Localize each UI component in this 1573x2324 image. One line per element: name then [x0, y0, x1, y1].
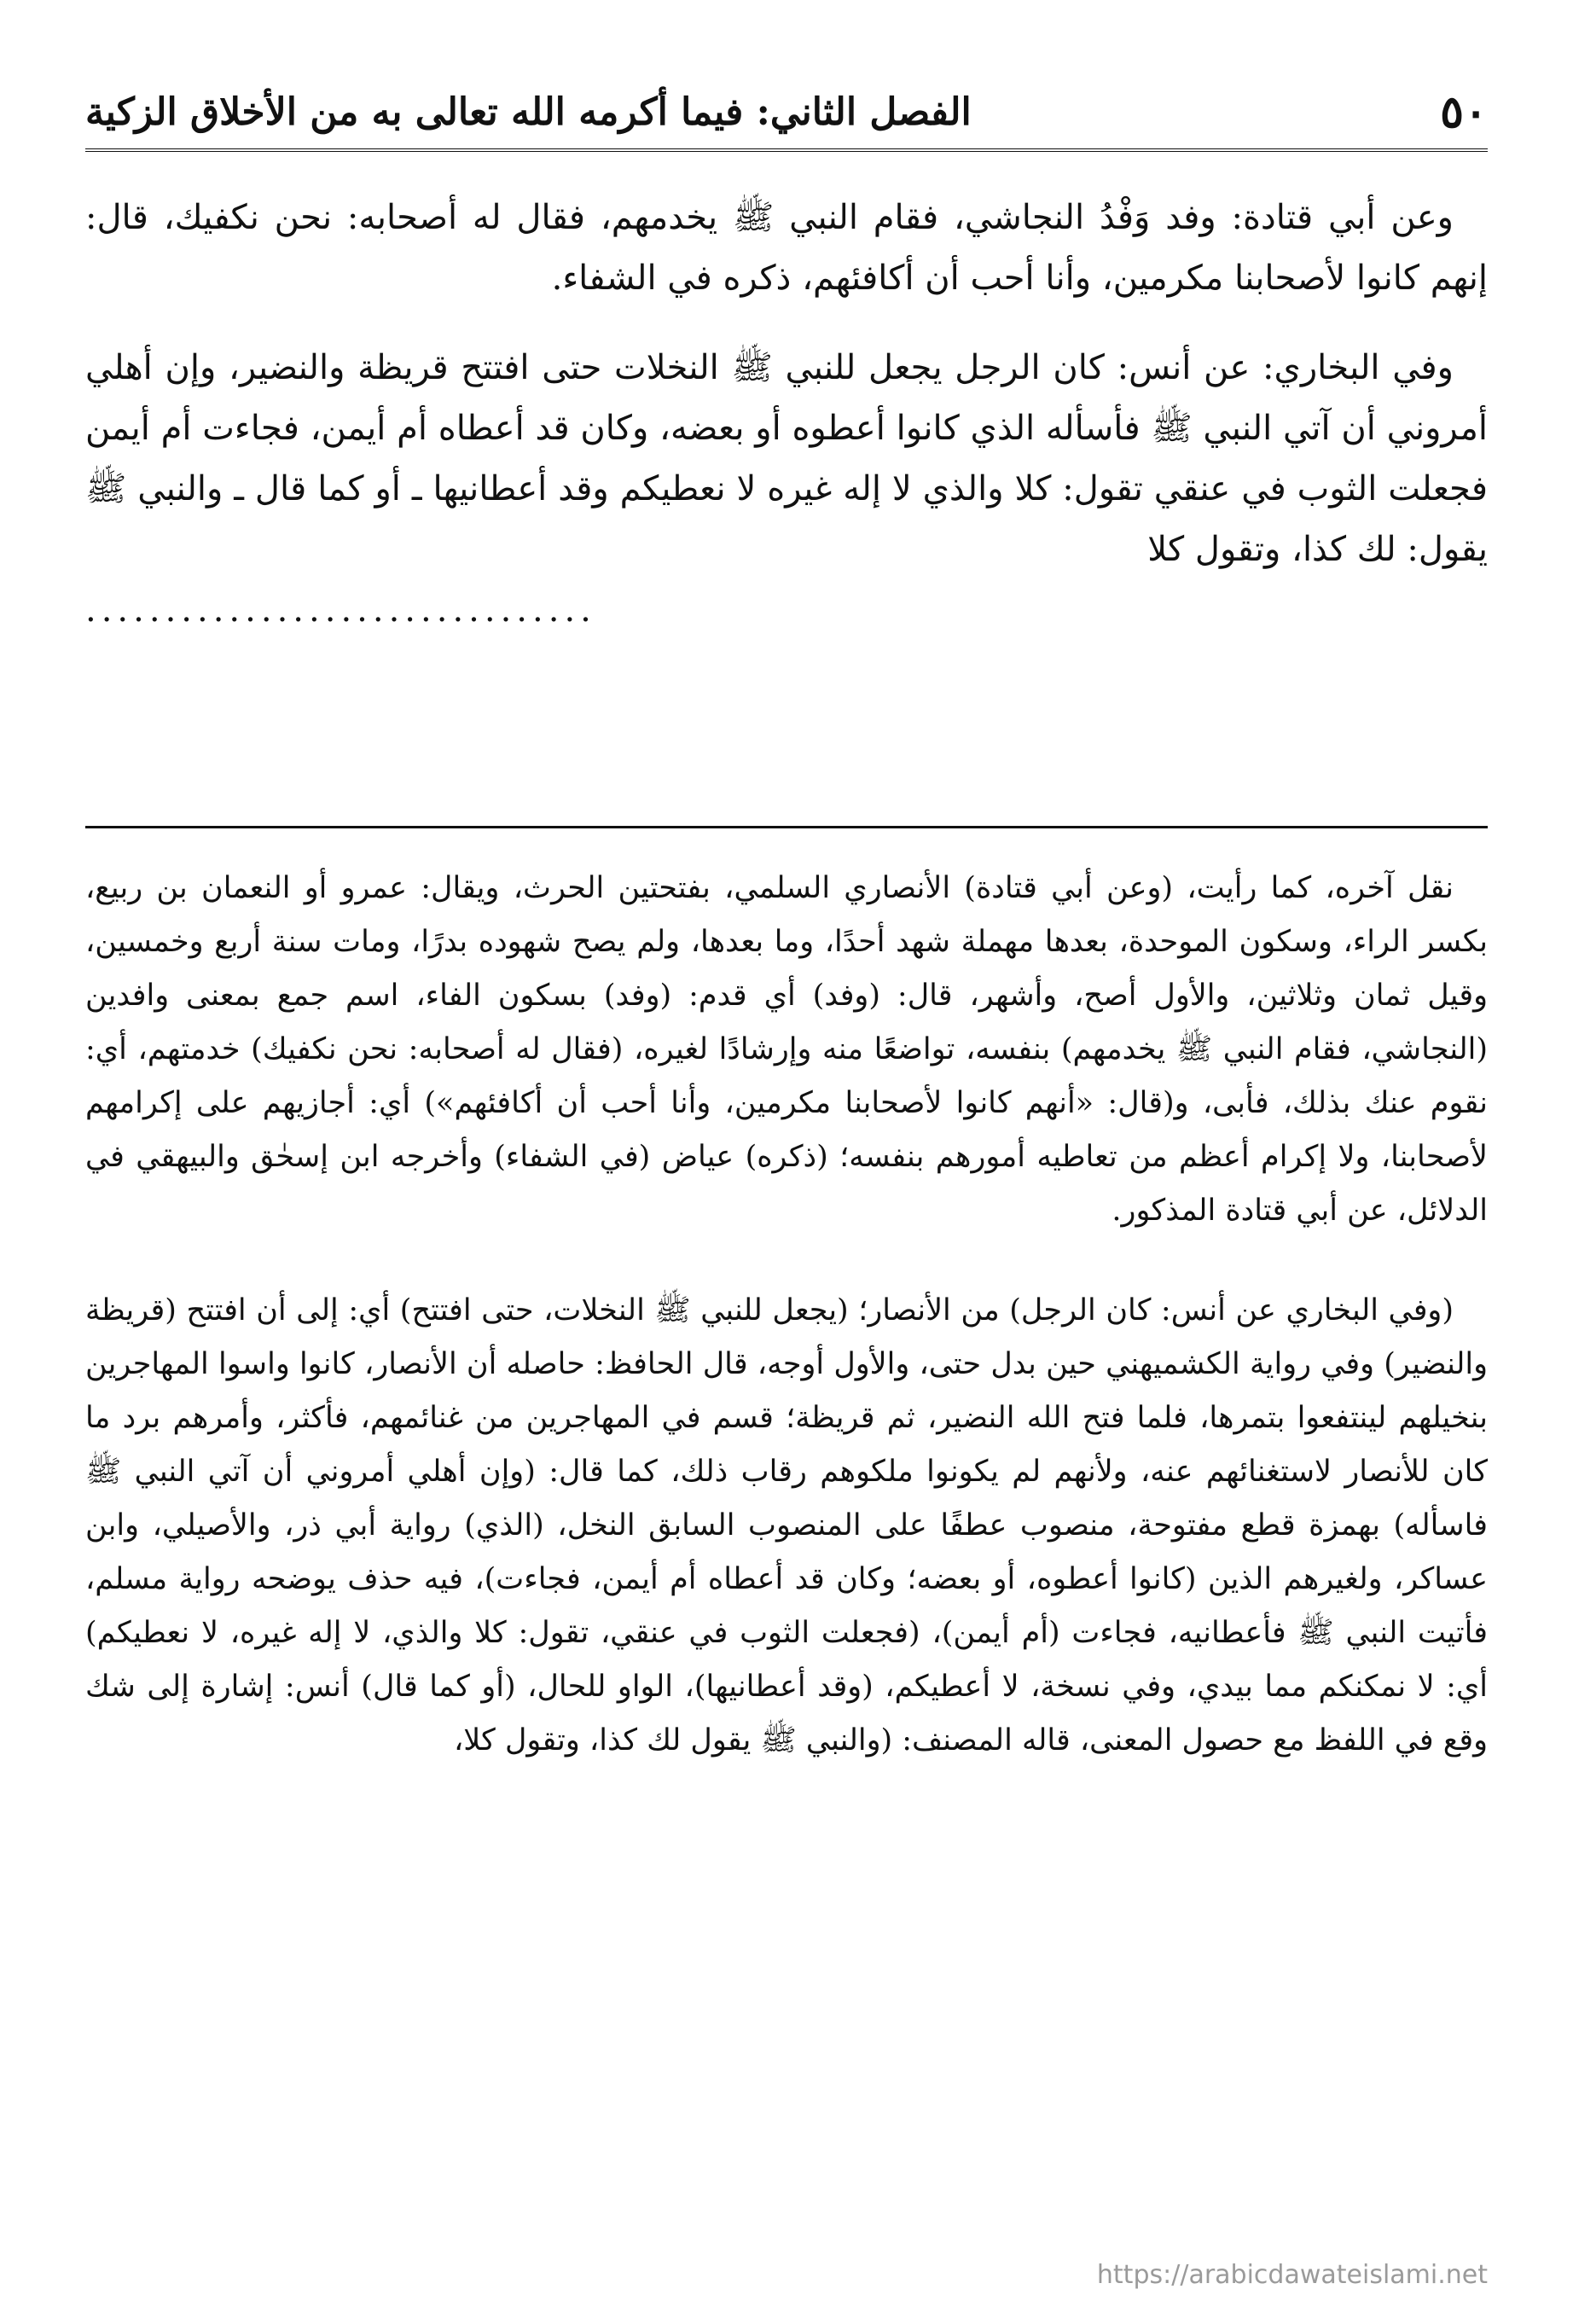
main-text-paragraph: [85, 338, 1488, 641]
divider-line: [85, 826, 1488, 828]
page-header: [85, 75, 1488, 152]
commentary-paragraph: نقل آخره، كما رأيت، (وعن أبي قتادة) الأنصاري السلمي، بفتحتين الحرث، ويقال: عمرو أو النعمان بن ربيع، بكسر الراء، وسكون الموحدة، بعدها مهملة شهد أحدًا، وما بعدها، ولم يصح شهوده بدرًا، ومات سنة أربع وخمسين، وقيل ثمان وثلاثين، والأول أصح، وأشهر، قال: (وفد) أي قدم: (وفد) بسكون الفاء، اسم جمع بمعنى وافدين (النجاشي، فقام النبي ﷺ يخدمهم) بنفسه، تواضعًا منه وإرشادًا لغيره، (فقال له أصحابه: نحن نكفيك) خدمتهم، أي: نقوم عنك بذلك، فأبى، و(قال: «أنهم كانوا لأصحابنا مكرمين، وأنا أحب أن أكافئهم») أي: أجازيهم على إكرامهم لأصحابنا، ولا إكرام أعظم من تعاطيه أمورهم بنفسه؛ (ذكره) عياض (في الشفاء) وأخرجه ابن إسحٰق والبيهقي في الدلائل، عن أبي قتادة المذكور.: [85, 871, 1488, 1228]
commentary-paragraph: (وفي البخاري عن أنس: كان الرجل) من الأنصار؛ (يجعل للنبي ﷺ النخلات، حتى افتتح) أي: إلى أن افتتح (قريظة والنضير) وفي رواية الكشميهني حين بدل حتى، والأول أوجه، قال الحافظ: حاصله أن الأنصار، كانوا واسوا المهاجرين بنخيلهم لينتفعوا بتمرها، فلما فتح الله النضير، ثم قريظة؛ قسم في المهاجرين من غنائمهم، فأكثر، وأمرهم برد ما كان للأنصار لاستغنائهم عنه، ولأنهم لم يكونوا ملكوهم رقاب ذلك، كما قال: (وإن أهلي أمروني أن آتي النبي ﷺ فاسأله) بهمزة قطع مفتوحة، منصوب عطفًا على المنصوب السابق النخل، (الذي) رواية أبي ذر، والأصيلي، وابن عساكر، ولغيرهم الذين (كانوا أعطوه، أو بعضه؛ وكان قد أعطاه أم أيمن، فجاءت)، فيه حذف يوضحه رواية مسلم، فأتيت النبي ﷺ فأعطانيه، فجاءت (أم أيمن)، (فجعلت الثوب في عنقي، تقول: كلا والذي، لا إله غيره، لا نعطيكم) أي: لا نمكنكم مما بيدي، وفي نسخة، لا أعطيكم، (وقد أعطانيها)، الواو للحال، (أو كما قال) أنس: إشارة إلى شك وقع في اللفظ مع حصول المعنى، قاله المصنف: (والنبي ﷺ يقول لك كذا، وتقول كلا،: [85, 1293, 1488, 1758]
commentary-text: [85, 862, 1488, 1814]
main-text: [85, 188, 1488, 670]
main-text-paragraph-body: وفي البخاري: عن أنس: كان الرجل يجعل للنبي ﷺ النخلات حتى افتتح قريظة والنضير، وإن أهلي أمروني أن آتي النبي ﷺ فأسأله الذي كانوا أعطوه أو بعضه، وكان قد أعطاه أم أيمن، فجاءت أم أيمن فجعلت الثوب في عنقي تقول: كلا والذي لا إله غيره لا نعطيكم وقد أعطانيها ـ أو كما قال ـ والنبي ﷺ يقول: لك كذا، وتقول كلا: [85, 348, 1488, 569]
continuation-dots: ................................: [85, 590, 596, 630]
main-text-paragraph: وعن أبي قتادة: وفد وَفْدُ النجاشي، فقام النبي ﷺ يخدمهم، فقال له أصحابه: نحن نكفيك، قال: إنهم كانوا لأصحابنا مكرمين، وأنا أحب أن أكافئهم، ذكره في الشفاء.: [85, 198, 1488, 298]
page-number: ٥٠: [1440, 85, 1488, 138]
watermark-url: https://arabicdawateislami.net: [1096, 2260, 1488, 2290]
running-title: الفصل الثاني: فيما أكرمه الله تعالى به من الأخلاق الزكية: [85, 90, 972, 134]
